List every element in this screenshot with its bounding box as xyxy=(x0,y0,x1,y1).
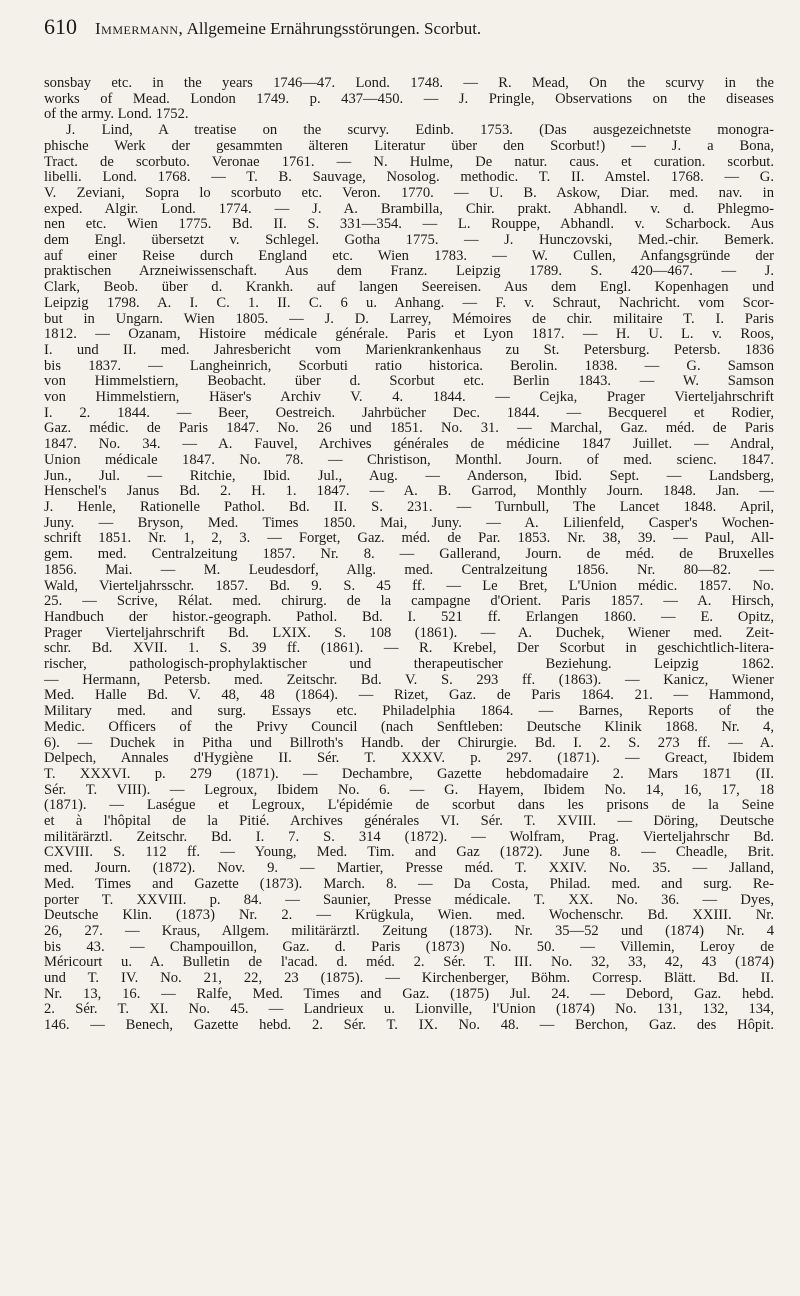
text-line: libelli. Lond. 1768. — T. B. Sauvage, Nosolog. methodic. T. II. Amstel. 1768. — G. xyxy=(44,170,774,186)
text-line: CXVIII. S. 112 ff. — Young, Med. Tim. and Gaz (1872). June 8. — Cheadle, Brit. xyxy=(44,845,774,861)
text-line: Delpech, Annales d'Hygiène II. Sér. T. XXXV. p. 297. (1871). — Greact, Ibidem xyxy=(44,751,774,767)
text-line: bis 1837. — Langheinrich, Scorbuti ratio historica. Berolin. 1838. — G. Samson xyxy=(44,358,774,374)
running-head-author: Immermann, xyxy=(95,19,184,38)
text-line: Sér. T. VIII). — Legroux, Ibidem No. 6. — G. Hayem, Ibidem No. 14, 16, 17, 18 xyxy=(44,782,774,798)
text-line: Tract. de scorbuto. Veronae 1761. — N. Hulme, De natur. caus. et curation. scorbut. xyxy=(44,154,774,170)
text-line: V. Zeviani, Sopra lo scorbuto etc. Veron. 1770. — U. B. Askow, Diar. med. nav. in xyxy=(44,185,774,201)
text-line: von Himmelstiern, Beobacht. über d. Scorbut etc. Berlin 1843. — W. Samson xyxy=(44,374,774,390)
text-line: 6). — Duchek in Pitha und Billroth's Handb. der Chirurgie. Bd. I. 2. S. 273 ff. — A. xyxy=(44,735,774,751)
text-line: (1871). — Laségue et Legroux, L'épidémie de scorbut dans les prisons de la Seine xyxy=(44,798,774,814)
text-line: Prager Vierteljahrschrift Bd. LXIX. S. 108 (1861). — A. Duchek, Wiener med. Zeit- xyxy=(44,625,774,641)
text-line: Deutsche Klin. (1873) Nr. 2. — Krügkula, Wien. med. Wochenschr. Bd. XXIII. Nr. xyxy=(44,908,774,924)
text-line: I. und II. med. Jahresbericht vom Marienkrankenhaus zu St. Petersburg. Petersb. 1836 xyxy=(44,342,774,358)
text-line: et à l'hôpital de la Pitié. Archives générales VI. Sér. T. XVIII. — Döring, Deutsche xyxy=(44,814,774,830)
text-line: Jun., Jul. — Ritchie, Ibid. Jul., Aug. — Anderson, Ibid. Sept. — Landsberg, xyxy=(44,468,774,484)
document-page xyxy=(44,14,774,1034)
text-line: exped. Algir. Lond. 1774. — J. A. Brambilla, Chir. prakt. Abhandl. v. d. Phlegmo- xyxy=(44,201,774,217)
page-header xyxy=(44,14,774,48)
text-line: 26, 27. — Kraus, Allgem. militärärztl. Zeitung (1873). Nr. 35—52 und (1874) Nr. 4 xyxy=(44,923,774,939)
running-head-title: Allgemeine Ernährungsstörungen. Scorbut. xyxy=(186,19,482,38)
text-line: praktischen Arzneiwissenschaft. Aus dem Franz. Leipzig 1789. S. 420—467. — J. xyxy=(44,264,774,280)
text-line: und T. IV. No. 21, 22, 23 (1875). — Kirchenberger, Böhm. Corresp. Blätt. Bd. II. xyxy=(44,971,774,987)
text-line: dem Engl. übersetzt v. Schlegel. Gotha 1775. — J. Hunczovski, Med.-chir. Bemerk. xyxy=(44,233,774,249)
text-line: 1856. Mai. — M. Leudesdorf, Allg. med. Centralzeitung 1856. Nr. 80—82. — xyxy=(44,562,774,578)
text-line: T. XXXVI. p. 279 (1871). — Dechambre, Gazette hebdomadaire 2. Mars 1871 (II. xyxy=(44,766,774,782)
text-line: rischer, pathologisch-prophylaktischer und therapeutischer Beziehung. Leipzig 1862. xyxy=(44,657,774,673)
text-line: J. Lind, A treatise on the scurvy. Edinb. 1753. (Das ausgezeichnetste monogra- xyxy=(66,123,774,139)
text-line: bis 43. — Champouillon, Gaz. d. Paris (1873) No. 50. — Villemin, Leroy de xyxy=(44,939,774,955)
text-line: med. Journ. (1872). Nov. 9. — Martier, Presse méd. T. XXIV. No. 35. — Jalland, xyxy=(44,861,774,877)
text-line: Méricourt u. A. Bulletin de l'acad. d. méd. 2. Sér. T. III. No. 32, 33, 42, 43 (1874) xyxy=(44,955,774,971)
text-line: but in Ungarn. Wien 1805. — J. D. Larrey, Mémoires de chir. militaire T. I. Paris xyxy=(44,311,774,327)
text-line: of the army. Lond. 1752. xyxy=(44,107,189,123)
text-line: von Himmelstiern, Häser's Archiv V. 4. 1844. — Cejka, Prager Vierteljahrschrift xyxy=(44,390,774,406)
text-line: Nr. 13, 16. — Ralfe, Med. Times and Gaz. (1875) Jul. 24. — Debord, Gaz. hebd. xyxy=(44,986,774,1002)
text-line: 1812. — Ozanam, Histoire médicale générale. Paris et Lyon 1817. — H. U. L. v. Roos, xyxy=(44,327,774,343)
text-line: militärärztl. Zeitschr. Bd. I. 7. S. 314 (1872). — Wolfram, Prag. Vierteljahrschr Bd. xyxy=(44,829,774,845)
text-line: works of Mead. London 1749. p. 437—450. — J. Pringle, Observations on the diseases xyxy=(44,91,774,107)
text-line: I. 2. 1844. — Beer, Oestreich. Jahrbücher Dec. 1844. — Becquerel et Rodier, xyxy=(44,405,774,421)
text-line: Med. Halle Bd. V. 48, 48 (1864). — Rizet, Gaz. de Paris 1864. 21. — Hammond, xyxy=(44,688,774,704)
text-line: Wald, Vierteljahrsschr. 1857. Bd. 9. S. 45 ff. — Le Bret, L'Union médic. 1857. No. xyxy=(44,578,774,594)
text-line: sonsbay etc. in the years 1746—47. Lond. 1748. — R. Mead, On the scurvy in the xyxy=(44,76,774,91)
text-line: 1847. No. 34. — A. Fauvel, Archives générales de médicine 1847 Juillet. — Andral, xyxy=(44,437,774,453)
text-line: Military med. and surg. Essays etc. Philadelphia 1864. — Barnes, Reports of the xyxy=(44,704,774,720)
text-line: auf einer Reise durch England etc. Wien 1783. — W. Cullen, Anfangsgründe der xyxy=(44,248,774,264)
text-line: schrift 1851. Nr. 1, 2, 3. — Forget, Gaz. méd. de Par. 1853. Nr. 38, 39. — Paul, All- xyxy=(44,531,774,547)
text-line: Leipzig 1798. A. I. C. 1. II. C. 6 u. Anhang. — F. v. Schraut, Nachricht. vom Scor- xyxy=(44,295,774,311)
text-line: 2. Sér. T. XI. No. 45. — Landrieux u. Lionville, l'Union (1874) No. 131, 132, 134, xyxy=(44,1002,774,1018)
text-line: 146. — Benech, Gazette hebd. 2. Sér. T. IX. No. 48. — Berchon, Gaz. des Hôpit. xyxy=(44,1018,774,1034)
running-head xyxy=(95,19,481,39)
text-line: Handbuch der histor.-geograph. Pathol. Bd. I. 521 ff. Erlangen 1860. — E. Opitz, xyxy=(44,609,774,625)
text-line: Medic. Officers of the Privy Council (nach Senftleben: Deutsche Klinik 1868. Nr. 4, xyxy=(44,719,774,735)
text-line: Gaz. médic. de Paris 1847. No. 26 und 1851. No. 31. — Marchal, Gaz. méd. de Paris xyxy=(44,421,774,437)
text-line: Med. Times and Gazette (1873). March. 8. — Da Costa, Philad. med. and surg. Re- xyxy=(44,876,774,892)
text-line: phische Werk der gesammten älteren Literatur über den Scorbut!) — J. a Bona, xyxy=(44,138,774,154)
text-line: J. Henle, Rationelle Pathol. Bd. II. S. 231. — Turnbull, The Lancet 1848. April, xyxy=(44,499,774,515)
text-line: Juny. — Bryson, Med. Times 1850. Mai, Juny. — A. Lilienfeld, Casper's Wochen- xyxy=(44,515,774,531)
text-line: gem. med. Centralzeitung 1857. Nr. 8. — Gallerand, Journ. de méd. de Bruxelles xyxy=(44,547,774,563)
text-line: Clark, Beob. über d. Krankh. auf langen Seereisen. Aus dem Engl. Kopenhagen und xyxy=(44,280,774,296)
page-number: 610 xyxy=(44,14,77,39)
text-line: Union médicale 1847. No. 78. — Christison, Monthl. Journ. of med. scienc. 1847. xyxy=(44,452,774,468)
text-line: 25. — Scrive, Rélat. med. chirurg. de la campagne d'Orient. Paris 1857. — A. Hirsch, xyxy=(44,594,774,610)
text-line: — Hermann, Petersb. med. Zeitschr. Bd. V. S. 293 ff. (1863). — Kanicz, Wiener xyxy=(44,672,774,688)
text-line: Henschel's Janus Bd. 2. H. 1. 1847. — A. B. Garrod, Monthly Journ. 1848. Jan. — xyxy=(44,484,774,500)
text-line: porter T. XXVIII. p. 84. — Saunier, Presse médicale. T. XX. No. 36. — Dyes, xyxy=(44,892,774,908)
bibliography-text xyxy=(44,76,774,1034)
text-line: schr. Bd. XVII. 1. S. 39 ff. (1861). — R. Krebel, Der Scorbut in geschichtlich-litera- xyxy=(44,641,774,657)
text-line: nen etc. Wien 1775. Bd. II. S. 331—354. — L. Rouppe, Abhandl. v. Scharbock. Aus xyxy=(44,217,774,233)
